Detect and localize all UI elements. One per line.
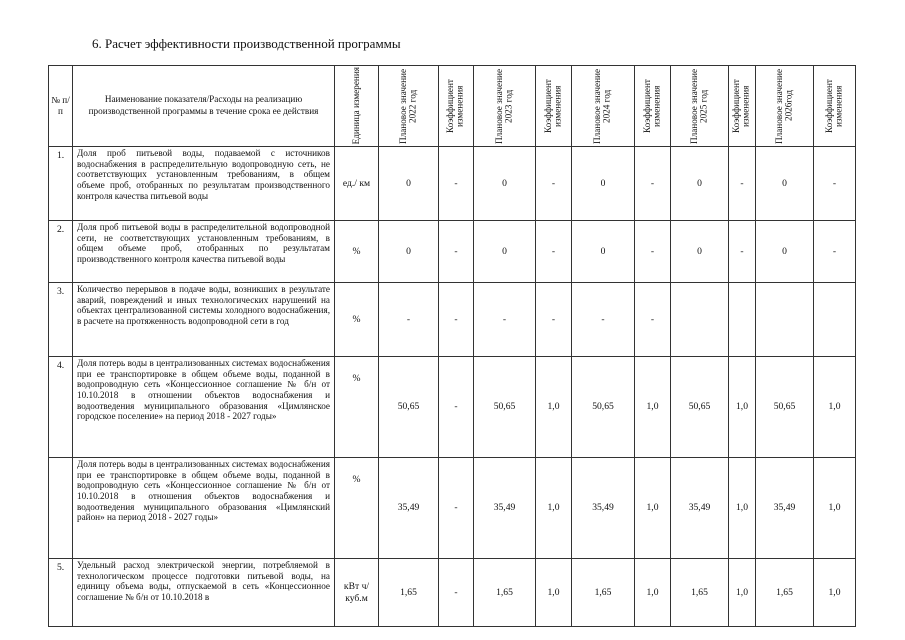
header-plan-2026: Плановое значение 2026год: [756, 66, 814, 147]
value-cell: [671, 283, 729, 357]
value-cell: 1,65: [756, 559, 814, 627]
section-heading: 6. Расчет эффективности производственной программы: [92, 36, 401, 51]
value-cell: -: [379, 283, 439, 357]
row-number: [49, 458, 73, 559]
value-cell: 35,49: [671, 458, 729, 559]
value-cell: 1,0: [814, 458, 856, 559]
efficiency-table: [48, 65, 856, 627]
value-cell: 1,0: [635, 357, 671, 458]
value-cell: 1,65: [379, 559, 439, 627]
header-coef-2024: Коэффициент изменения: [635, 66, 671, 147]
value-cell: 1,0: [536, 458, 572, 559]
value-cell: -: [635, 283, 671, 357]
value-cell: 1,0: [814, 559, 856, 627]
value-cell: 35,49: [756, 458, 814, 559]
value-cell: 1,0: [729, 357, 756, 458]
table-row: [49, 147, 856, 221]
unit-cell: %: [335, 221, 379, 283]
header-coef-2025: Коэффициент изменения: [729, 66, 756, 147]
value-cell: -: [635, 221, 671, 283]
value-cell: [729, 283, 756, 357]
value-cell: 1,0: [814, 357, 856, 458]
value-cell: 1,0: [635, 559, 671, 627]
value-cell: 0: [379, 147, 439, 221]
value-cell: -: [729, 147, 756, 221]
unit-cell: ед./ км: [335, 147, 379, 221]
value-cell: 0: [756, 221, 814, 283]
indicator-name: Доля проб питьевой воды, подаваемой с источников водоснабжения в распределительную водопроводную сеть, не соответствующих установленным требованиям, в общем объеме проб, отобранных по результатам производственного контроля качества питьевой воды: [73, 147, 335, 221]
header-coef-2022: Коэффициент изменения: [439, 66, 474, 147]
value-cell: -: [635, 147, 671, 221]
value-cell: -: [439, 221, 474, 283]
value-cell: 0: [671, 147, 729, 221]
value-cell: -: [572, 283, 635, 357]
value-cell: 50,65: [671, 357, 729, 458]
value-cell: -: [536, 283, 572, 357]
value-cell: -: [536, 221, 572, 283]
header-coef-2023: Коэффициент изменения: [536, 66, 572, 147]
unit-cell: кВт ч/куб.м: [335, 559, 379, 627]
value-cell: -: [439, 283, 474, 357]
value-cell: 1,0: [729, 559, 756, 627]
indicator-name: Доля потерь воды в централизованных системах водоснабжения при ее транспортировке в общем объеме воды, поданной в водопроводную сеть «Концессионное соглашение № б/н от 10.10.2018 в отношения объектов водоснабжения и водоотведения муниципального образования «Цимлянский район» на период 2018 - 2027 годы»: [73, 458, 335, 559]
value-cell: 35,49: [379, 458, 439, 559]
value-cell: 0: [474, 221, 536, 283]
indicator-name: Количество перерывов в подаче воды, возникших в результате аварий, повреждений и иных технологических нарушений на объектах централизованной системы холодного водоснабжения, в расчете на протяженность водопроводной сети в год: [73, 283, 335, 357]
value-cell: 1,0: [536, 357, 572, 458]
unit-cell: %: [335, 458, 379, 559]
row-number: 5.: [49, 559, 73, 627]
header-plan-2024: Плановое значение 2024 год: [572, 66, 635, 147]
value-cell: 50,65: [474, 357, 536, 458]
value-cell: 50,65: [572, 357, 635, 458]
unit-cell: %: [335, 283, 379, 357]
value-cell: [756, 283, 814, 357]
header-plan-2022: Плановое значение 2022 год: [379, 66, 439, 147]
value-cell: 1,0: [536, 559, 572, 627]
header-plan-2023: Плановое значение 2023 год: [474, 66, 536, 147]
value-cell: 50,65: [379, 357, 439, 458]
value-cell: 0: [572, 147, 635, 221]
value-cell: -: [729, 221, 756, 283]
header-row: [49, 66, 856, 147]
value-cell: 0: [671, 221, 729, 283]
table-row: [49, 458, 856, 559]
value-cell: -: [439, 357, 474, 458]
value-cell: 0: [379, 221, 439, 283]
header-unit: Единица измерения: [335, 66, 379, 147]
row-number: 1.: [49, 147, 73, 221]
indicator-name: Доля потерь воды в централизованных системах водоснабжения при ее транспортировке в общем объеме воды, поданной в водопроводную сеть «Концессионное соглашение № б/н от 10.10.2018 в отношении объектов водоснабжения и водоотведения муниципального образования «Цимлянское городское поселение» на период 2018 - 2027 годы»: [73, 357, 335, 458]
value-cell: -: [439, 458, 474, 559]
table-row: [49, 559, 856, 627]
indicator-name: Удельный расход электрической энергии, потребляемой в технологическом процессе подготовки питьевой воды, на единицу объема воды, отпускаемой в сеть «Концессионное соглашение № б/н от 10.10.2018 в: [73, 559, 335, 627]
value-cell: [814, 283, 856, 357]
header-num: № п/ п: [49, 66, 73, 147]
table-row: [49, 357, 856, 458]
value-cell: 1,65: [474, 559, 536, 627]
value-cell: 1,0: [729, 458, 756, 559]
value-cell: -: [536, 147, 572, 221]
value-cell: 50,65: [756, 357, 814, 458]
value-cell: 1,65: [671, 559, 729, 627]
value-cell: -: [474, 283, 536, 357]
value-cell: -: [814, 221, 856, 283]
header-plan-2025: Плановое значение 2025 год: [671, 66, 729, 147]
value-cell: 0: [474, 147, 536, 221]
row-number: 3.: [49, 283, 73, 357]
table-row: [49, 283, 856, 357]
value-cell: 35,49: [474, 458, 536, 559]
header-coef-2026: Коэффициент изменения: [814, 66, 856, 147]
indicator-name: Доля проб питьевой воды в распределительной водопроводной сети, не соответствующих установленным требованиям, в общем объеме проб, отобранных по результатам производственного контроля качества питьевой воды: [73, 221, 335, 283]
value-cell: 0: [756, 147, 814, 221]
value-cell: -: [439, 559, 474, 627]
table-row: [49, 221, 856, 283]
value-cell: 1,65: [572, 559, 635, 627]
row-number: 4.: [49, 357, 73, 458]
value-cell: -: [814, 147, 856, 221]
unit-cell: %: [335, 357, 379, 458]
value-cell: -: [439, 147, 474, 221]
row-number: 2.: [49, 221, 73, 283]
header-name: Наименование показателя/Расходы на реализацию производственной программы в течение срока ее действия: [73, 66, 335, 147]
value-cell: 35,49: [572, 458, 635, 559]
value-cell: 0: [572, 221, 635, 283]
value-cell: 1,0: [635, 458, 671, 559]
